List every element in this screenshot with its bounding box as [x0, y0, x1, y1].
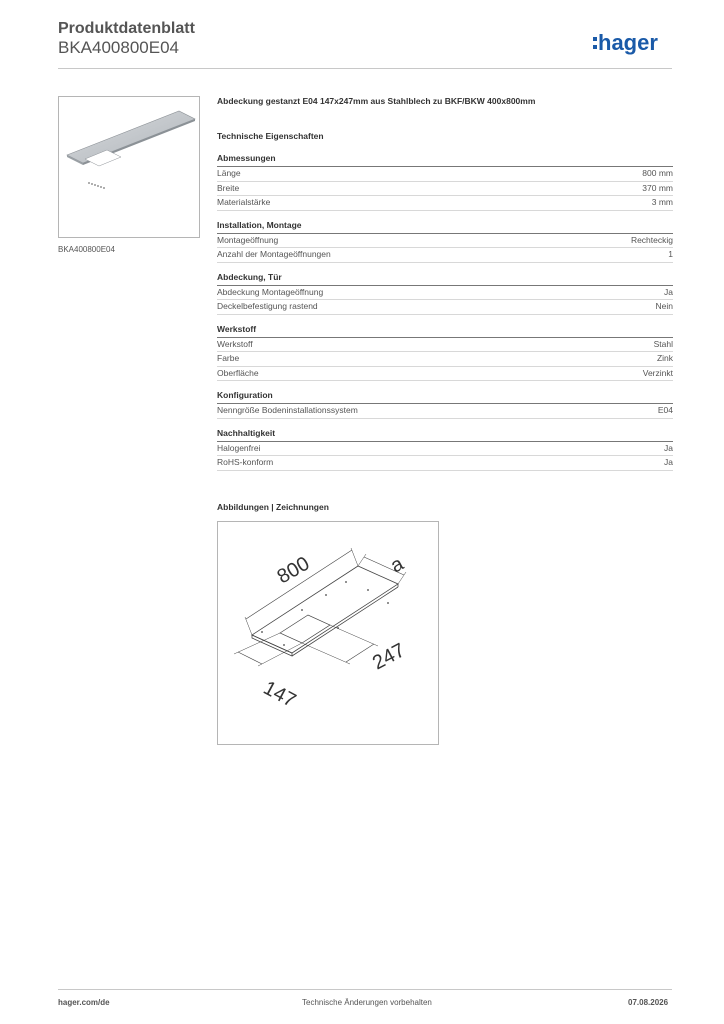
property-value: 1	[668, 249, 673, 259]
technical-drawing	[217, 521, 439, 745]
property-value: 3 mm	[651, 197, 673, 207]
property-label: Nenngröße Bodeninstallationssystem	[217, 405, 358, 415]
property-value: 800 mm	[642, 168, 673, 178]
product-details	[217, 96, 673, 480]
footer-website: hager.com/de	[58, 998, 110, 1007]
property-label: Farbe	[217, 353, 240, 363]
property-row	[217, 352, 673, 367]
property-value: E04	[657, 405, 673, 415]
footer-date: 07.08.2026	[628, 998, 669, 1007]
section-title: Konfiguration	[217, 390, 673, 404]
property-row	[217, 442, 673, 457]
dimension-label-opening-long: 247	[369, 639, 409, 675]
header-divider	[58, 68, 672, 69]
technical-properties-heading: Technische Eigenschaften	[217, 131, 324, 141]
property-label: RoHS-konform	[217, 457, 274, 467]
property-row	[217, 182, 673, 197]
property-row	[217, 196, 673, 211]
property-section	[217, 153, 673, 211]
property-row	[217, 300, 673, 315]
dimension-label-opening-short: 147	[259, 676, 300, 713]
property-value: Ja	[664, 442, 673, 453]
property-row	[217, 456, 673, 471]
property-label: Deckelbefestigung rastend	[217, 301, 318, 311]
property-section	[217, 272, 673, 315]
property-label: Anzahl der Montageöffnungen	[217, 249, 331, 259]
property-value: Verzinkt	[642, 367, 673, 378]
product-plate-illustration	[59, 97, 199, 237]
property-label: Oberfläche	[217, 367, 259, 378]
properties-sections	[217, 153, 673, 471]
property-row	[217, 234, 673, 249]
section-title: Abmessungen	[217, 153, 673, 167]
property-label: Breite	[217, 182, 240, 193]
property-value: Stahl	[653, 338, 673, 349]
property-row	[217, 367, 673, 382]
property-row	[217, 286, 673, 301]
property-label: Abdeckung Montageöffnung	[217, 286, 324, 297]
property-section	[217, 220, 673, 263]
dimension-drawing	[218, 522, 438, 744]
property-value: Nein	[655, 301, 673, 311]
section-title: Werkstoff	[217, 324, 673, 338]
dimension-label-width: a	[387, 552, 408, 578]
hager-logo	[593, 26, 673, 58]
dimension-label-length: 800	[273, 552, 314, 589]
property-label: Halogenfrei	[217, 442, 261, 453]
product-code: BKA400800E04	[58, 38, 179, 57]
property-row	[217, 338, 673, 353]
property-section	[217, 324, 673, 382]
drawings-heading: Abbildungen | Zeichnungen	[217, 502, 329, 512]
property-value: Ja	[664, 286, 673, 297]
property-row	[217, 167, 673, 182]
property-value: Rechteckig	[630, 234, 673, 245]
property-label: Montageöffnung	[217, 234, 279, 245]
property-value: Ja	[664, 457, 673, 467]
section-title: Installation, Montage	[217, 220, 673, 234]
footer-divider	[58, 989, 672, 990]
property-label: Materialstärke	[217, 197, 271, 207]
property-label: Länge	[217, 168, 241, 178]
image-caption: BKA400800E04	[58, 245, 115, 254]
product-title: Abdeckung gestanzt E04 147x247mm aus Stahlblech zu BKF/BKW 400x800mm	[217, 96, 536, 106]
page-title: Produktdatenblatt	[58, 20, 195, 37]
product-image	[58, 96, 200, 238]
property-section	[217, 390, 673, 419]
property-section	[217, 428, 673, 471]
property-label: Werkstoff	[217, 338, 253, 349]
property-row	[217, 404, 673, 419]
section-title: Nachhaltigkeit	[217, 428, 673, 442]
section-title: Abdeckung, Tür	[217, 272, 673, 286]
property-value: 370 mm	[642, 182, 673, 193]
footer-notice: Technische Änderungen vorbehalten	[302, 998, 432, 1007]
property-row	[217, 248, 673, 263]
svg-text:hager: hager	[598, 30, 658, 55]
property-value: Zink	[656, 353, 673, 363]
